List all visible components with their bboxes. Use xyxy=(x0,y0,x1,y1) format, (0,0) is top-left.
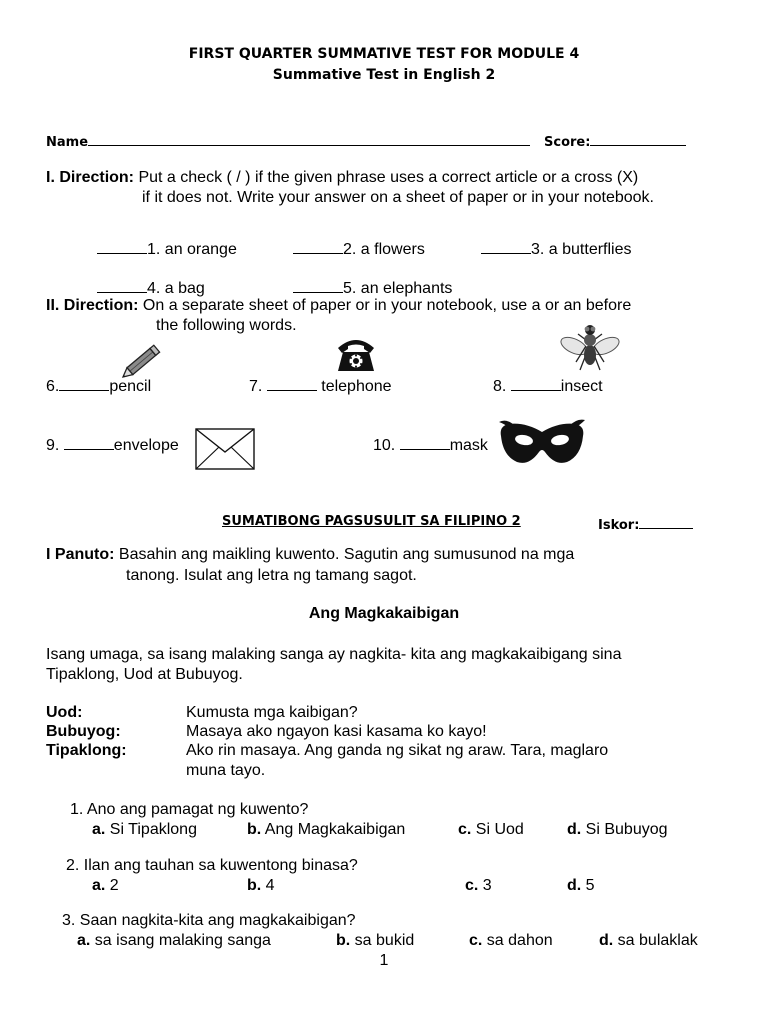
q2-choice-b[interactable]: b. 4 xyxy=(247,877,275,894)
item-3: 3. a butterflies xyxy=(481,238,632,260)
q2-choice-a[interactable]: a. 2 xyxy=(92,877,119,894)
iskor-blank[interactable] xyxy=(639,514,693,529)
question-2: 2. Ilan ang tauhan sa kuwentong binasa? xyxy=(66,857,358,874)
speaker-uod: Uod: xyxy=(46,704,83,721)
q1-choice-d[interactable]: d. Si Bubuyog xyxy=(567,821,668,838)
answer-blank[interactable] xyxy=(97,277,147,293)
direction-2-label: II. Direction: xyxy=(46,297,139,314)
line-bubuyog: Masaya ako ngayon kasi kasama ko kayo! xyxy=(186,723,487,740)
speaker-bubuyog: Bubuyog: xyxy=(46,723,121,740)
score-blank[interactable] xyxy=(590,130,686,146)
q1-choice-a[interactable]: a. Si Tipaklong xyxy=(92,821,197,838)
iskor-label: Iskor: xyxy=(598,518,640,533)
panuto xyxy=(46,545,574,565)
page-title: FIRST QUARTER SUMMATIVE TEST FOR MODULE 4 xyxy=(188,46,580,62)
direction-1 xyxy=(46,168,638,188)
answer-blank[interactable] xyxy=(293,277,343,293)
direction-1-text-cont: if it does not. Write your answer on a sheet of paper or in your notebook. xyxy=(142,189,654,206)
question-1: 1. Ano ang pamagat ng kuwento? xyxy=(70,801,309,818)
q3-choice-c[interactable]: c. sa dahon xyxy=(469,932,553,949)
answer-blank[interactable] xyxy=(293,238,343,254)
direction-2-text: On a separate sheet of paper or in your notebook, use a or an before xyxy=(142,297,632,314)
score-label: Score: xyxy=(544,135,591,150)
speaker-tipaklong: Tipaklong: xyxy=(46,742,127,759)
item-5: 5. an elephants xyxy=(293,277,452,299)
answer-blank[interactable] xyxy=(481,238,531,254)
direction-2-text-cont: the following words. xyxy=(156,317,297,334)
iskor-row xyxy=(598,514,693,533)
line-tipaklong: Ako rin masaya. Ang ganda ng sikat ng araw. Tara, maglaro xyxy=(186,742,609,759)
item-1: 1. an orange xyxy=(97,238,237,260)
mask-icon xyxy=(495,416,589,468)
q2-choice-c[interactable]: c. 3 xyxy=(465,877,492,894)
item-7: 7. telephone xyxy=(249,375,392,397)
question-3: 3. Saan nagkita-kita ang magkakaibigan? xyxy=(62,912,356,929)
direction-2 xyxy=(46,296,631,316)
fly-icon xyxy=(558,318,622,376)
item-4: 4. a bag xyxy=(97,277,205,299)
score-row xyxy=(544,130,686,150)
telephone-icon xyxy=(334,334,378,374)
q3-choice-b[interactable]: b. sa bukid xyxy=(336,932,415,949)
envelope-icon xyxy=(195,428,255,470)
item-6: 6. pencil xyxy=(46,375,151,397)
name-blank[interactable] xyxy=(88,130,530,146)
panuto-text: Basahin ang maikling kuwento. Sagutin ang sumusunod na mga xyxy=(118,546,575,563)
panuto-text-cont: tanong. Isulat ang letra ng tamang sagot. xyxy=(126,567,417,584)
answer-blank[interactable] xyxy=(267,375,317,391)
answer-blank[interactable] xyxy=(59,375,109,391)
item-9: 9. envelope xyxy=(46,434,179,456)
answer-blank[interactable] xyxy=(64,434,114,450)
answer-blank[interactable] xyxy=(400,434,450,450)
page-number: 1 xyxy=(379,952,389,969)
direction-1-label: I. Direction: xyxy=(46,169,135,186)
page-subtitle: Summative Test in English 2 xyxy=(272,67,496,83)
item-10: 10. mask xyxy=(373,434,488,456)
direction-1-text: Put a check ( / ) if the given phrase uses a correct article or a cross (X) xyxy=(138,169,639,186)
answer-blank[interactable] xyxy=(511,375,561,391)
story-line-1: Isang umaga, sa isang malaking sanga ay nagkita- kita ang magkakaibigang sina xyxy=(46,646,622,663)
q1-choice-b[interactable]: b. Ang Magkakaibigan xyxy=(247,821,406,838)
story-title: Ang Magkakaibigan xyxy=(308,605,460,622)
answer-blank[interactable] xyxy=(97,238,147,254)
name-row xyxy=(46,130,530,150)
q2-choice-d[interactable]: d. 5 xyxy=(567,877,595,894)
story-line-2: Tipaklong, Uod at Bubuyog. xyxy=(46,666,243,683)
q3-choice-d[interactable]: d. sa bulaklak xyxy=(599,932,698,949)
q1-choice-c[interactable]: c. Si Uod xyxy=(458,821,524,838)
item-2: 2. a flowers xyxy=(293,238,425,260)
panuto-label: I Panuto: xyxy=(46,546,115,563)
filipino-title: SUMATIBONG PAGSUSULIT SA FILIPINO 2 xyxy=(222,514,521,529)
line-tipaklong-cont: muna tayo. xyxy=(186,762,266,779)
item-8: 8. insect xyxy=(493,375,603,397)
q3-choice-a[interactable]: a. sa isang malaking sanga xyxy=(77,932,271,949)
line-uod: Kumusta mga kaibigan? xyxy=(186,704,358,721)
name-label: Name xyxy=(46,135,89,150)
